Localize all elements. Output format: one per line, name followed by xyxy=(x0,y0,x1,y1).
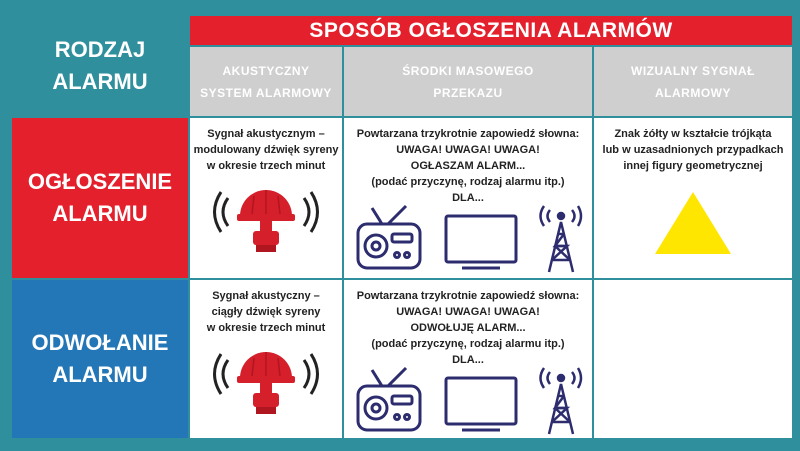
text-line: ODWOŁUJĘ ALARM... xyxy=(410,322,526,334)
text-line: ciągły dźwięk syreny xyxy=(211,306,321,318)
tv-icon xyxy=(446,216,516,268)
media-icons xyxy=(352,364,584,436)
media-icons xyxy=(352,202,584,274)
column-header-line2: ALARMOWY xyxy=(655,85,731,100)
row-header-line1: OGŁOSZENIE xyxy=(27,169,173,194)
text-line: lub w uzasadnionych przypadkach xyxy=(602,144,784,156)
column-header-line1: AKUSTYCZNY xyxy=(222,63,310,78)
row-header-line1: ODWOŁANIE xyxy=(31,330,169,355)
antenna-tower-icon xyxy=(541,206,582,272)
text-line: Powtarzana trzykrotnie zapowiedź słowna: xyxy=(356,128,580,140)
cell-cancellation-acoustic xyxy=(190,280,342,438)
antenna-tower-icon xyxy=(541,368,582,434)
cell-announcement-visual xyxy=(594,118,792,278)
text-line: w okresie trzech minut xyxy=(206,322,326,334)
column-header-line2: SYSTEM ALARMOWY xyxy=(200,85,332,100)
visual-description xyxy=(603,126,784,174)
text-line: Sygnał akustycznym – xyxy=(207,128,325,140)
column-header-line2: PRZEKAZU xyxy=(433,85,503,100)
text-line: DLA... xyxy=(452,192,484,204)
column-header-line1: ŚRODKI MASOWEGO xyxy=(402,63,534,78)
siren-icon xyxy=(206,342,326,422)
text-line: (podać przyczynę, rodzaj alarmu itp.) xyxy=(371,338,565,350)
warning-triangle xyxy=(653,190,733,256)
table-title-text: SPOSÓB OGŁOSZENIA ALARMÓW xyxy=(309,18,673,42)
row-header-announcement xyxy=(12,118,188,278)
text-line: innej figury geometrycznej xyxy=(623,160,763,172)
radio-icon xyxy=(358,206,420,268)
row-header-line2: ALARMU xyxy=(52,201,148,226)
cell-cancellation-visual xyxy=(594,280,792,438)
row-header-line2: ALARMU xyxy=(52,362,148,387)
siren-icon xyxy=(206,180,326,260)
column-header-acoustic xyxy=(190,47,342,116)
text-line: UWAGA! UWAGA! UWAGA! xyxy=(396,144,540,156)
column-header-line1: WIZUALNY SYGNAŁ xyxy=(631,63,755,78)
cell-announcement-media xyxy=(344,118,592,278)
corner-line2: ALARMU xyxy=(52,69,148,94)
cell-announcement-acoustic xyxy=(190,118,342,278)
media-description xyxy=(357,288,580,368)
radio-icon xyxy=(358,368,420,430)
table-title xyxy=(190,16,792,45)
text-line: OGŁASZAM ALARM... xyxy=(410,160,526,172)
acoustic-description xyxy=(207,288,326,336)
column-header-media xyxy=(344,47,592,116)
column-header-visual xyxy=(594,47,792,116)
text-line: Powtarzana trzykrotnie zapowiedź słowna: xyxy=(356,290,580,302)
corner-line1: RODZAJ xyxy=(54,37,146,62)
text-line: w okresie trzech minut xyxy=(206,160,326,172)
text-line: (podać przyczynę, rodzaj alarmu itp.) xyxy=(371,176,565,188)
text-line: DLA... xyxy=(452,354,484,366)
row-header-cancellation xyxy=(12,280,188,438)
text-line: UWAGA! UWAGA! UWAGA! xyxy=(396,306,540,318)
text-line: modulowany dźwięk syreny xyxy=(193,144,339,156)
text-line: Sygnał akustyczny – xyxy=(212,290,320,302)
tv-icon xyxy=(446,378,516,430)
acoustic-description xyxy=(194,126,339,174)
text-line: Znak żółty w kształcie trójkąta xyxy=(614,128,772,140)
media-description xyxy=(357,126,580,206)
corner-header xyxy=(12,16,188,116)
cell-cancellation-media xyxy=(344,280,592,438)
